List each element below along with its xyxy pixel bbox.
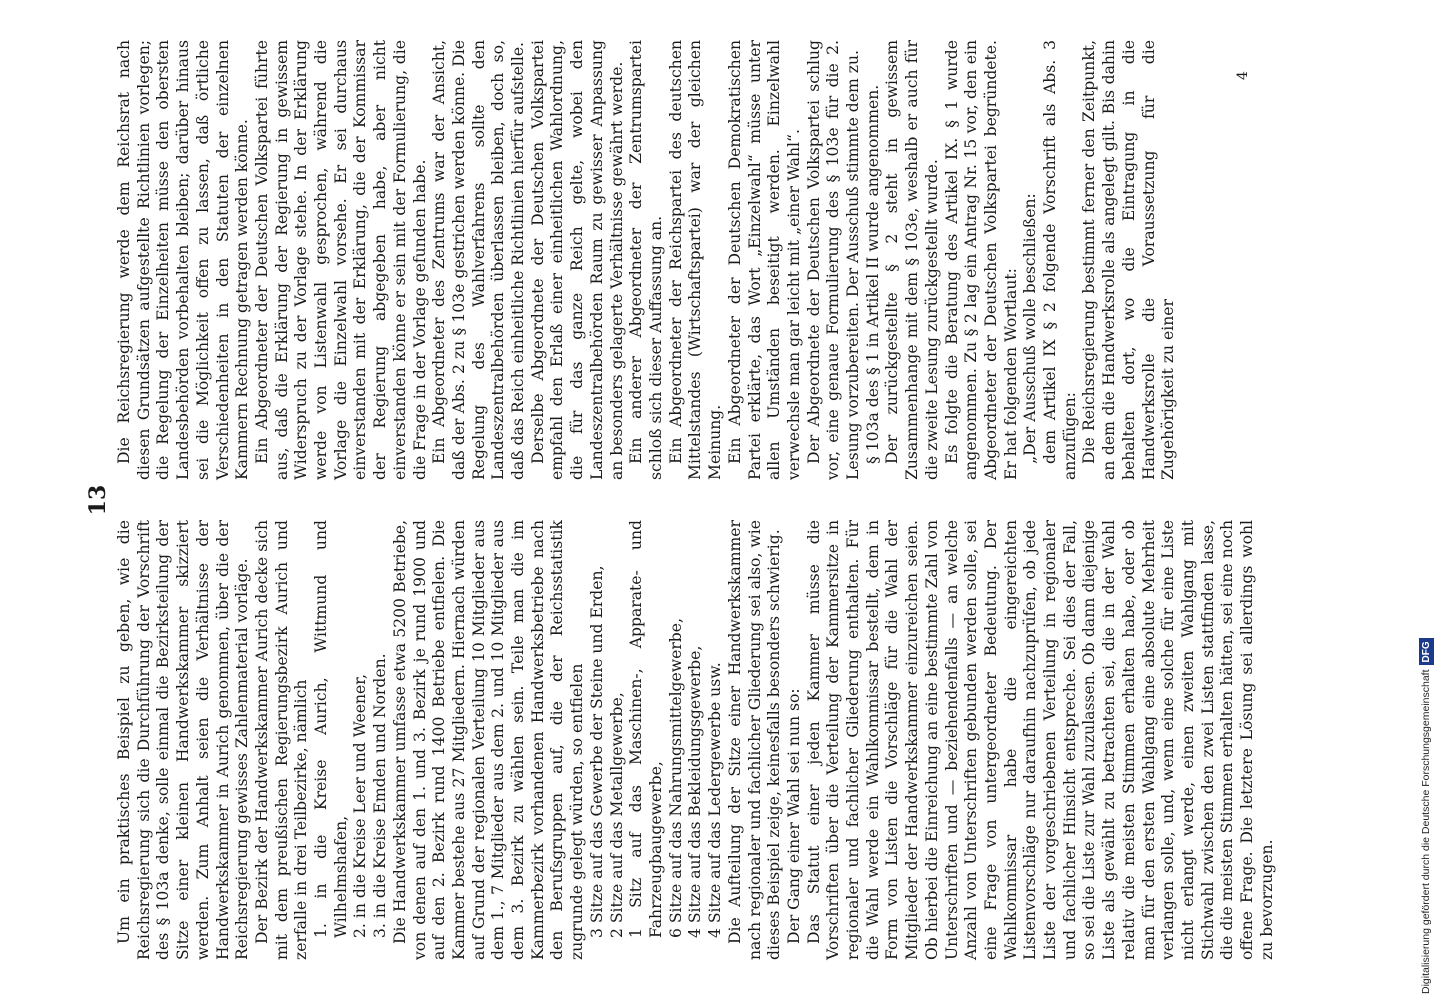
paragraph: Um ein praktisches Beispiel zu geben, wie die Reichsregierung sich die Durchführung der Vorschrift des § 103a denke, solle einmal die Bezirksteilung der Sitze einer kleinen Handwerkskammer skizziert werden. Zum Anhalt seien die Verhältnisse der Handwerkskammer in Aurich genommen, über die der Reichsregierung gewisses Zahlenmaterial vorläge.	[115, 520, 252, 960]
list-item: 3 Sitze auf das Gewerbe der Steine und Erden,	[587, 565, 606, 938]
paragraph: dem Artikel IX § 2 folgende Vorschrift als Abs. 3 anzufügen:	[1041, 40, 1079, 480]
paragraph: § 103a des § 1 in Artikel II wurde angenommen.	[863, 84, 882, 464]
list-item: 6 Sitze auf das Nahrungsmittelgewerbe,	[666, 618, 685, 938]
dfg-logo: DFG	[1419, 638, 1434, 665]
list-item: 3. in die Kreise Emden und Norden.	[371, 653, 390, 938]
paragraph: Der Gang einer Wahl sei nun so:	[784, 688, 803, 944]
paragraph: Ein Abgeordneter des Zentrums war der Ansicht, daß der Abs. 2 zu § 103e gestrichen werden könne. Die Regelung des Wahlverfahrens sollte den Landeszentralbehörden überlassen bleiben, doch so, daß das Reich einheitliche Richtlinien hierfür aufstelle.	[430, 40, 528, 480]
list-item: 4 Sitze auf das Ledergewerbe usw.	[706, 662, 725, 938]
paragraph: Der Abgeordnete der Deutschen Volkspartei schlug vor, eine genaue Formulierung des § 103e für die 2. Lesung vorzubereiten. Der Ausschuß stimmte dem zu.	[804, 40, 863, 480]
list-item: 2. in die Kreise Leer und Weener,	[351, 674, 370, 938]
paragraph: Ein Abgeordneter der Deutschen Demokratischen Partei erklärte, das Wort „Einzelwahl“ müsse unter allen Umständen beseitigt werden. Einzelwahl verwechsle man gar leicht mit „einer Wahl“.	[725, 40, 803, 480]
paragraph: Der zurückgestellte § 2 steht in gewissem Zusammenhange mit dem § 103e, weshalb er auch für die zweite Lesung zurückgestellt wurde.	[883, 40, 941, 480]
paragraph: Ein anderer Abgeordneter der Zentrumspartei schloß sich dieser Auffassung an.	[627, 40, 665, 480]
dfg-side-note	[1418, 4, 1434, 994]
paragraph: Die Aufteilung der Sitze einer Handwerkskammer nach regionaler und fachlicher Gliederung sei also, wie dieses Beispiel zeige, keinesfalls besonders schwierig.	[725, 520, 784, 960]
list-item: 2 Sitze auf das Metallgewerbe,	[607, 692, 626, 938]
paragraph: Das Statut einer jeden Kammer müsse die Vorschriften über die Verteilung der Kammersitze in regionaler und fachlicher Gliederung enthalten. Für die Wahl werde ein Wahlkommissar bestellt, dem in Form von Listen die Vorschläge für die Wahl der Mitglieder der Handwerkskammer einzureichen seien. Ob hierbei die Einreichung an eine bestimmte Zahl von Unterschriften und — beziehendenfalls — an welche Anzahl von Unterschriften gebunden werden solle, sei eine Frage von untergeordneter Bedeutung. Der Wahlkommissar habe die eingereichten Listenvorschläge nur daraufhin nachzuprüfen, ob jede Liste der vorgeschriebenen Verteilung in regionaler und fachlicher Hinsicht entspreche. Sei dies der Fall, so sei die Liste zur Wahl zuzulassen. Ob dann diejenige Liste als gewählt zu betrachten sei, die in der Wahl relativ die meisten Stimmen erhalten habe, oder ob man für den ersten Wahlgang eine absolute Mehrheit verlangen solle, und, wenn eine solche für eine Liste nicht erlangt werde, einen zweiten Wahlgang mit Stichwahl zwischen den zwei Listen stattfinden lasse, die die meisten Stimmen erhalten hätten, sei eine noch offene Frage. Die letztere Lösung sei allerdings wohl zu bevorzugen.	[804, 520, 1276, 960]
paragraph: Ein Abgeordneter der Reichspartei des deutschen Mittelstandes (Wirtschaftspartei) war der gleichen Meinung.	[666, 40, 725, 480]
paragraph: „Der Ausschuß wolle beschließen:	[1021, 193, 1040, 464]
list-item: 1 Sitz auf das Maschinen-, Apparate- und Fahrzeugbaugewerbe,	[627, 520, 665, 938]
paragraph: Die Reichsregierung werde dem Reichsrat nach diesen Grundsätzen aufgestellte Richtlinien vorlegen; die Regelung der Einzelheiten müsse den obersten Landesbehörden vorbehalten bleiben; darüber hinaus sei die Möglichkeit offen zu lassen, daß örtliche Verschiedenheiten in den Statuten der einzelnen Kammern Rechnung getragen werden könne.	[115, 40, 252, 480]
rotated-text-page	[85, 40, 1385, 960]
paragraph: Es folgte die Beratung des Artikel IX. § 1 wurde angenommen. Zu § 2 lag ein Antrag Nr. 15 vor, den ein Abgeordneter der Deutschen Volkspartei begründete. Er hat folgenden Wortlaut:	[942, 40, 1020, 480]
paragraph: Die Handwerkskammer umfasse etwa 5200 Betriebe, von denen auf den 1. und 3. Bezirk je rund 1900 und auf den 2. Bezirk rund 1400 Betriebe entfielen. Die Kammer bestehe aus 27 Mitgliedern. Hiernach würden auf Grund der regionalen Verteilung 10 Mitglieder aus dem 1., 7 Mitglieder aus dem 2. und 10 Mitglieder aus dem 3. Bezirk zu wählen sein. Teile man die im Kammerbezirk vorhandenen Handwerksbetriebe nach den Berufsgruppen auf, die der Reichsstatistik zugrunde gelegt würden, so entfielen	[390, 520, 587, 960]
dfg-side-note-text	[1418, 4, 1434, 994]
paragraph: Derselbe Abgeordnete der Deutschen Volkspartei empfahl den Erlaß einer einheitlichen Wahlordnung, die für das ganze Reich gelte, wobei den Landeszentralbehörden Raum zu gewisser Anpassung an besonders gelagerte Verhältnisse gewährt werde.	[528, 40, 626, 480]
paragraph: Ein Abgeordneter der Deutschen Volkspartei führte aus, daß die Erklärung der Regierung in gewissem Widerspruch zu der Vorlage stehe. In der Erklärung werde von Listenwahl gesprochen, während die Vorlage die Einzelwahl vorsehe. Er sei durchaus einverstanden mit der Erklärung, die der Kommissar der Regierung abgegeben habe, aber nicht einverstanden könne er sein mit der Formulierung, die die Frage in der Vorlage gefunden habe.	[252, 40, 429, 480]
dfg-note-text: Digitalisierung gefördert durch die Deutsche Forschungsgemeinschaft	[1420, 669, 1432, 994]
list-item: 1. in die Kreise Aurich, Wittmund und Wilhelmshafen,	[312, 520, 350, 938]
left-column	[115, 520, 1277, 960]
page-number: 13	[85, 484, 111, 516]
right-column	[115, 40, 1179, 480]
list-item: 4 Sitze auf das Bekleidungsgewerbe,	[686, 645, 705, 938]
footer-mark: 4	[1235, 71, 1251, 80]
paragraph: Der Bezirk der Handwerkskammer Aurich decke sich mit dem preußischen Regierungsbezirk Aurich und zerfalle in drei Teilbezirke, nämlich	[252, 520, 311, 960]
paragraph: Die Reichsregierung bestimmt ferner den Zeitpunkt, an dem die Handwerksrolle als angelegt gilt. Bis dahin behalten dort, wo die Eintragung in die Handwerksrolle die Voraussetzung für die Zugehörigkeit zu einer	[1080, 40, 1178, 480]
